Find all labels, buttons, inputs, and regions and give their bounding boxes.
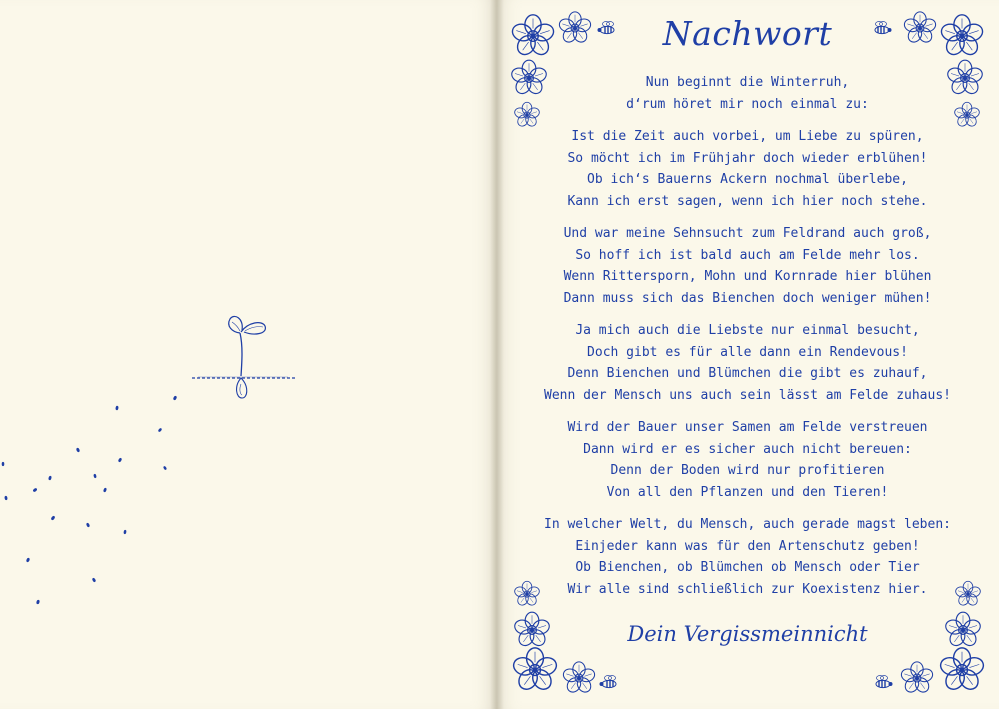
stanza <box>526 126 969 212</box>
stanza <box>526 223 969 309</box>
left-page <box>0 0 496 709</box>
poem-line: Ist die Zeit auch vorbei, um Liebe zu spüren, <box>571 129 924 144</box>
scattered-seeds-icon <box>0 380 200 620</box>
poem-line: Denn Bienchen und Blümchen die gibt es zuhauf, <box>567 366 928 381</box>
poem-line: Von all den Pflanzen und den Tieren! <box>606 484 889 500</box>
poem-line: Dann wird er es sicher auch nicht bereuen: <box>583 441 912 457</box>
stanza <box>526 514 969 600</box>
poem-line: Dann muss sich das Bienchen doch weniger mühen! <box>563 290 932 306</box>
poem-line: Denn der Boden wird nur profitieren <box>610 463 885 478</box>
stanza <box>526 320 969 406</box>
stanza <box>526 417 969 503</box>
signature: Dein Vergissmeinnicht <box>627 622 868 646</box>
poem-line: Wenn Rittersporn, Mohn und Kornrade hier blühen <box>563 269 932 284</box>
sprout-icon <box>188 306 308 416</box>
stanza <box>526 72 969 115</box>
poem-line: Wenn der Mensch uns auch sein lässt am Felde zuhaus! <box>544 387 951 403</box>
poem-line: Und war meine Sehnsucht zum Feldrand auch groß, <box>563 226 932 241</box>
poem-line: d‘rum höret mir noch einmal zu: <box>626 96 869 112</box>
page-title: Nachwort <box>662 14 833 53</box>
poem <box>526 72 969 611</box>
poem-line: In welcher Welt, du Mensch, auch gerade magst leben: <box>544 517 951 532</box>
poem-line: Nun beginnt die Winterruh, <box>645 75 850 90</box>
poem-line: Wird der Bauer unser Samen am Felde verstreuen <box>567 420 928 435</box>
poem-line: Kann ich erst sagen, wenn ich hier noch stehe. <box>567 193 928 209</box>
poem-line: So hoff ich ist bald auch am Felde mehr los. <box>575 247 920 263</box>
right-page <box>496 0 999 709</box>
poem-line: Ja mich auch die Liebste nur einmal besucht, <box>575 323 920 338</box>
poem-line: Ob Bienchen, ob Blümchen ob Mensch oder Tier <box>575 560 920 575</box>
poem-line: So möcht ich im Frühjahr doch wieder erblühen! <box>567 150 928 166</box>
poem-line: Ob ich‘s Bauerns Ackern nochmal überlebe, <box>587 172 908 187</box>
poem-line: Doch gibt es für alle dann ein Rendevous! <box>587 344 908 360</box>
poem-line: Wir alle sind schließlich zur Koexistenz hier. <box>567 581 928 597</box>
poem-line: Einjeder kann was für den Artenschutz geben! <box>575 538 920 554</box>
